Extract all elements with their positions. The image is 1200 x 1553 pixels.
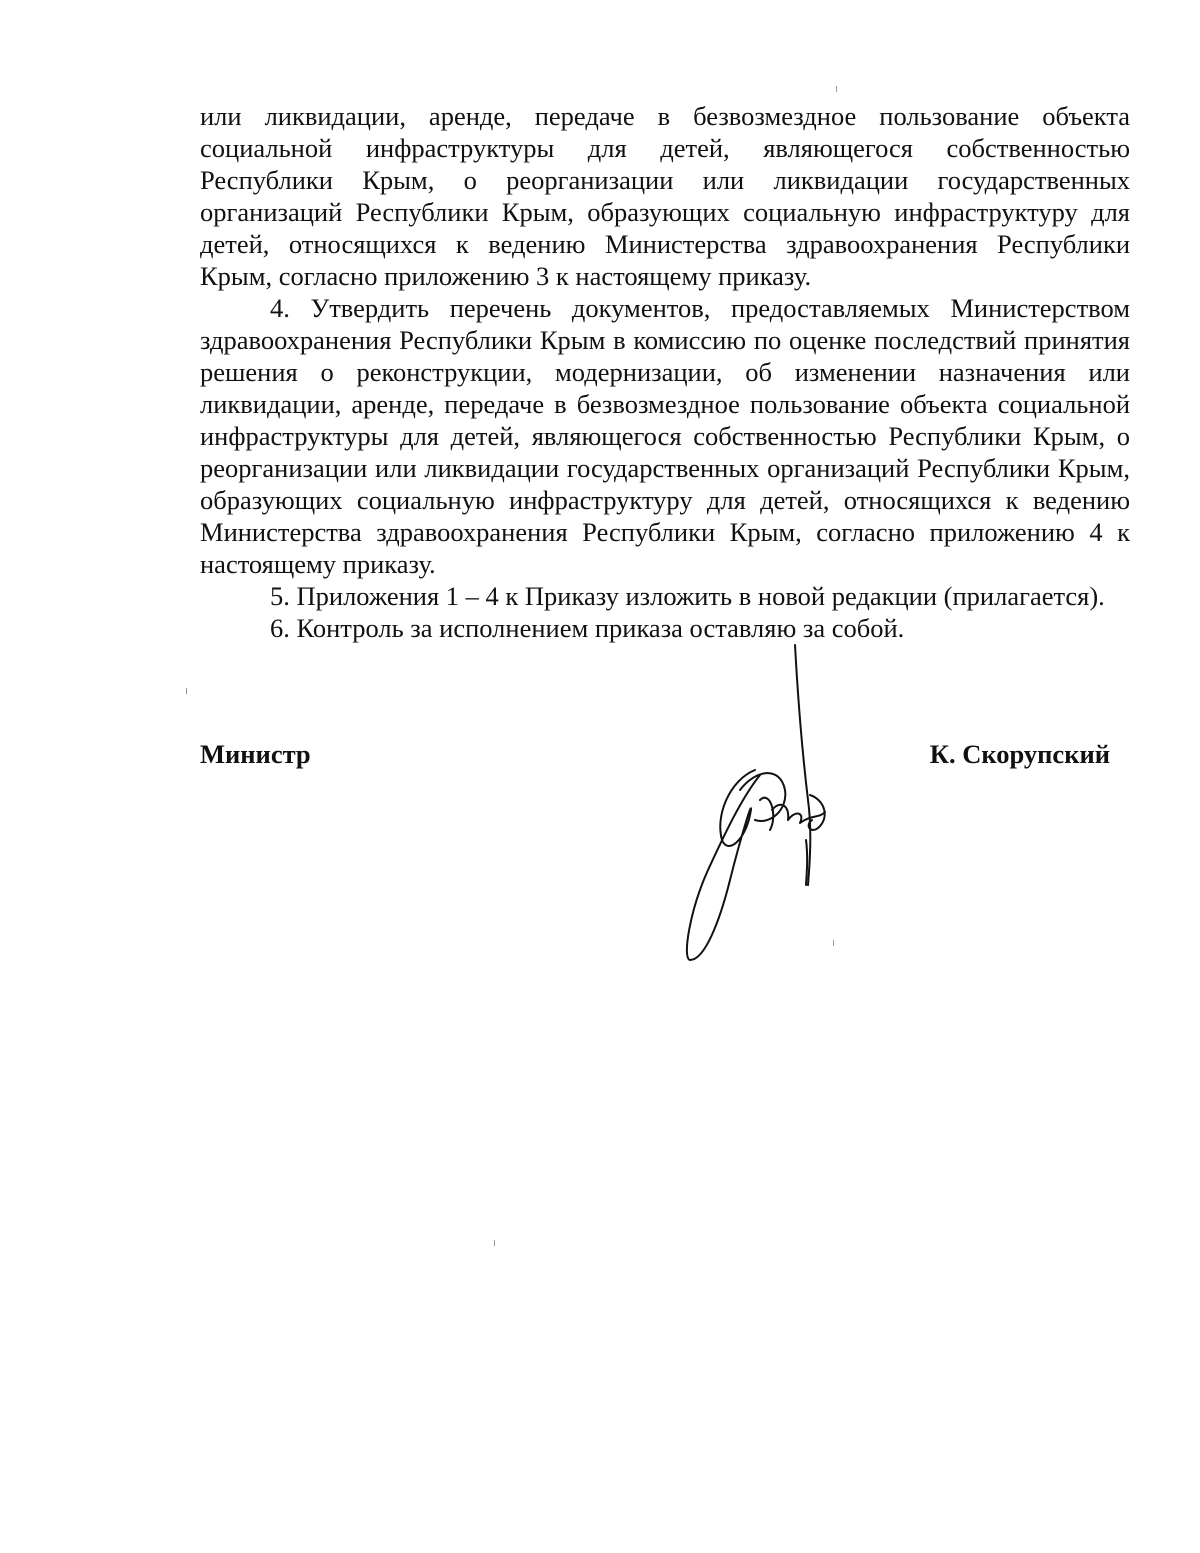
item-paragraph-5: 5. Приложения 1 – 4 к Приказу изложить в новой редакции (прилагается).	[270, 581, 1105, 611]
item-paragraph-4: 4. Утвердить перечень документов, предоставляемых Министерством здравоохранения Республики Крым в комиссию по оценке последствий принятия решения о реконструкции, модернизации, об изменении назначения или ликвидации, аренде, передаче в безвозмездное пользование объекта социальной инфраструктуры для детей, являющегося собственностью Республики Крым, о реорганизации или ликвидации государственных организаций Республики Крым, образующих социальную инфраструктуру для детей, относящихся к ведению Министерства здравоохранения Республики Крым, согласно приложению 4 к настоящему приказу.	[200, 293, 1130, 579]
scan-speck	[833, 940, 834, 946]
scan-speck	[494, 1240, 495, 1246]
signatory-name: К. Скорупский	[929, 739, 1110, 769]
continuation-paragraph: или ликвидации, аренде, передаче в безвозмездное пользование объекта социальной инфраструктуры для детей, являющегося собственностью Республики Крым, о реорганизации или ликвидации государственных организаций Республики Крым, образующих социальную инфраструктуру для детей, относящихся к ведению Министерства здравоохранения Республики Крым, согласно приложению 3 к настоящему приказу.	[200, 101, 1130, 291]
scan-speck	[836, 86, 837, 92]
signatory-title: Министр	[200, 739, 311, 769]
item-paragraph-6: 6. Контроль за исполнением приказа оставляю за собой.	[270, 613, 905, 643]
scan-speck	[186, 688, 187, 694]
document-body	[200, 100, 1130, 644]
handwritten-signature	[660, 640, 860, 980]
